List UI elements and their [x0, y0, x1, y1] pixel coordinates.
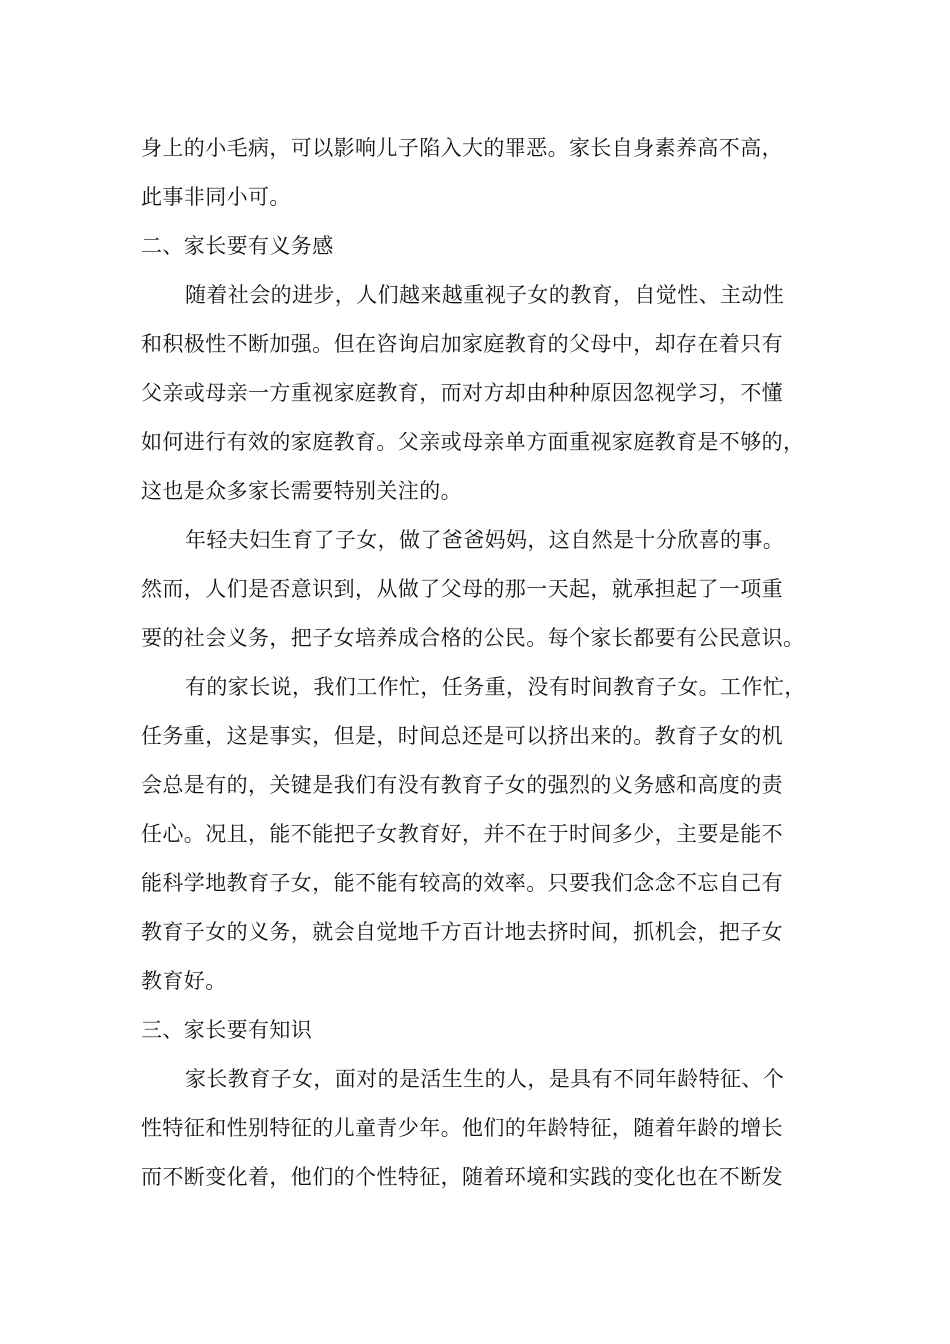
- text-line: 性特征和性别特征的儿童青少年。他们的年龄特征，随着年龄的增长: [141, 1116, 783, 1140]
- text-line: 要的社会义务，把子女培养成合格的公民。每个家长都要有公民意识。: [141, 626, 805, 650]
- text-line: 和积极性不断加强。但在咨询启加家庭教育的父母中，却存在着只有: [141, 332, 783, 356]
- paragraph-first-line: 有的家长说，我们工作忙，任务重，没有时间教育子女。工作忙，: [185, 675, 806, 699]
- text-line: 教育好。: [141, 969, 227, 993]
- document-body: [141, 124, 831, 1202]
- text-line: 能科学地教育子女，能不能有较高的效率。只要我们念念不忘自己有: [141, 871, 783, 895]
- text-line: 此事非同小可。: [141, 185, 291, 209]
- text-line: 教育子女的义务，就会自觉地千方百计地去挤时间，抓机会，把子女: [141, 920, 783, 944]
- paragraph-first-line: 家长教育子女，面对的是活生生的人，是具有不同年龄特征、个: [185, 1067, 785, 1091]
- text-line: 这也是众多家长需要特别关注的。: [141, 479, 462, 503]
- text-line: 二、家长要有义务感: [141, 234, 334, 258]
- text-line: 任务重，这是事实，但是，时间总还是可以挤出来的。教育子女的机: [141, 724, 783, 748]
- text-line: 然而，人们是否意识到，从做了父母的那一天起，就承担起了一项重: [141, 577, 783, 601]
- text-line: 三、家长要有知识: [141, 1018, 313, 1042]
- text-line: 如何进行有效的家庭教育。父亲或母亲单方面重视家庭教育是不够的，: [141, 430, 805, 454]
- text-line: 会总是有的，关键是我们有没有教育子女的强烈的义务感和高度的责: [141, 773, 783, 797]
- paragraph-first-line: 年轻夫妇生育了子女，做了爸爸妈妈，这自然是十分欣喜的事。: [185, 528, 785, 552]
- text-line: 任心。况且，能不能把子女教育好，并不在于时间多少，主要是能不: [141, 822, 783, 846]
- text-line: 而不断变化着，他们的个性特征，随着环境和实践的变化也在不断发: [141, 1165, 783, 1189]
- paragraph-first-line: 随着社会的进步，人们越来越重视子女的教育，自觉性、主动性: [185, 283, 785, 307]
- text-line: 父亲或母亲一方重视家庭教育，而对方却由种种原因忽视学习，不懂: [141, 381, 783, 405]
- text-line: 身上的小毛病，可以影响儿子陷入大的罪恶。家长自身素养高不高，: [141, 136, 783, 160]
